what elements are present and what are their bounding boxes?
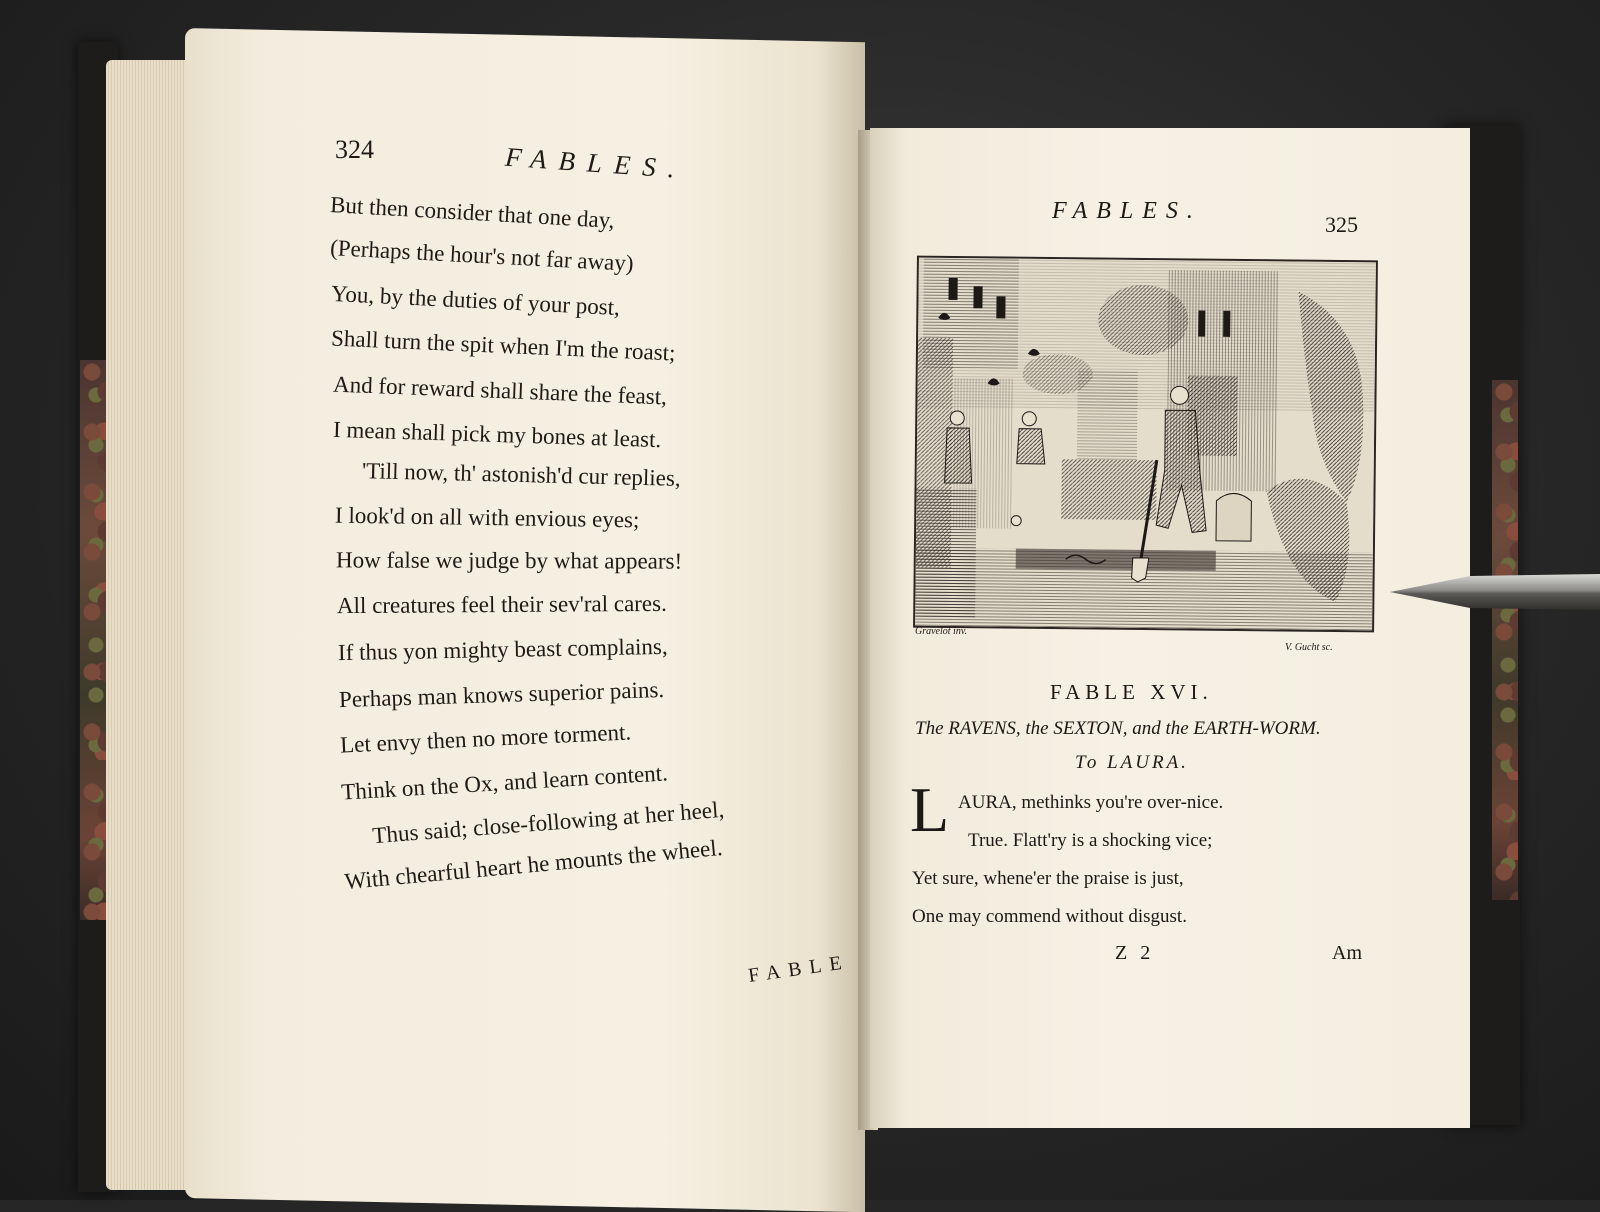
left-page-edges <box>106 60 196 1190</box>
verse-line: Yet sure, whene'er the praise is just, <box>912 868 1184 889</box>
drop-cap: L <box>910 774 950 845</box>
engraving-caption-engraver: V. Gucht sc. <box>1285 642 1333 653</box>
verse-line: With chearful heart he mounts the wheel. <box>343 834 724 895</box>
verse-line: Shall turn the spit when I'm the roast; <box>330 325 677 366</box>
right-running-head: FABLES. <box>1052 198 1202 224</box>
verse-line: And for reward shall share the feast, <box>332 371 668 410</box>
verse-line: Perhaps man knows superior pains. <box>338 676 665 713</box>
engraving-illustration <box>913 256 1378 633</box>
verse-line: You, by the duties of your post, <box>330 280 621 321</box>
knife-blade-pointer <box>1390 570 1600 614</box>
right-catchword: Am <box>1332 942 1362 964</box>
verse-line: If thus yon mighty beast complains, <box>337 633 668 666</box>
left-page-number: 324 <box>335 135 374 164</box>
verse-line: How false we judge by what appears! <box>335 547 683 574</box>
verse-line: But then consider that one day, <box>329 192 616 233</box>
fable-title: The RAVENS, the SEXTON, and the EARTH-WORM. <box>915 718 1321 739</box>
verse-line: All creatures feel their sev'ral cares. <box>336 590 667 619</box>
signature-mark: Z 2 <box>1115 942 1155 964</box>
right-marbled-endpaper <box>1492 380 1518 900</box>
right-page-number: 325 <box>1325 212 1358 237</box>
verse-line: I mean shall pick my bones at least. <box>332 416 662 453</box>
left-running-head: FABLES. <box>504 141 688 185</box>
verse-line: True. Flatt'ry is a shocking vice; <box>968 830 1213 851</box>
verse-line: (Perhaps the hour's not far away) <box>329 235 635 276</box>
left-catchword: FABLE <box>746 951 851 987</box>
verse-line: One may commend without disgust. <box>912 906 1187 927</box>
verse-line: Thus said; close-following at her heel, <box>371 796 725 849</box>
verse-line: 'Till now, th' astonish'd cur replies, <box>361 458 681 491</box>
fable-dedication: To LAURA. <box>1075 752 1189 773</box>
verse-line: Think on the Ox, and learn content. <box>340 760 669 805</box>
fable-number: FABLE XVI. <box>1050 680 1213 704</box>
verse-line: AURA, methinks you're over-nice. <box>958 792 1224 813</box>
verse-line: Let envy then no more torment. <box>339 719 632 758</box>
verse-line: I look'd on all with envious eyes; <box>334 502 640 533</box>
engraving-caption-artist: Gravelot inv. <box>915 626 968 637</box>
